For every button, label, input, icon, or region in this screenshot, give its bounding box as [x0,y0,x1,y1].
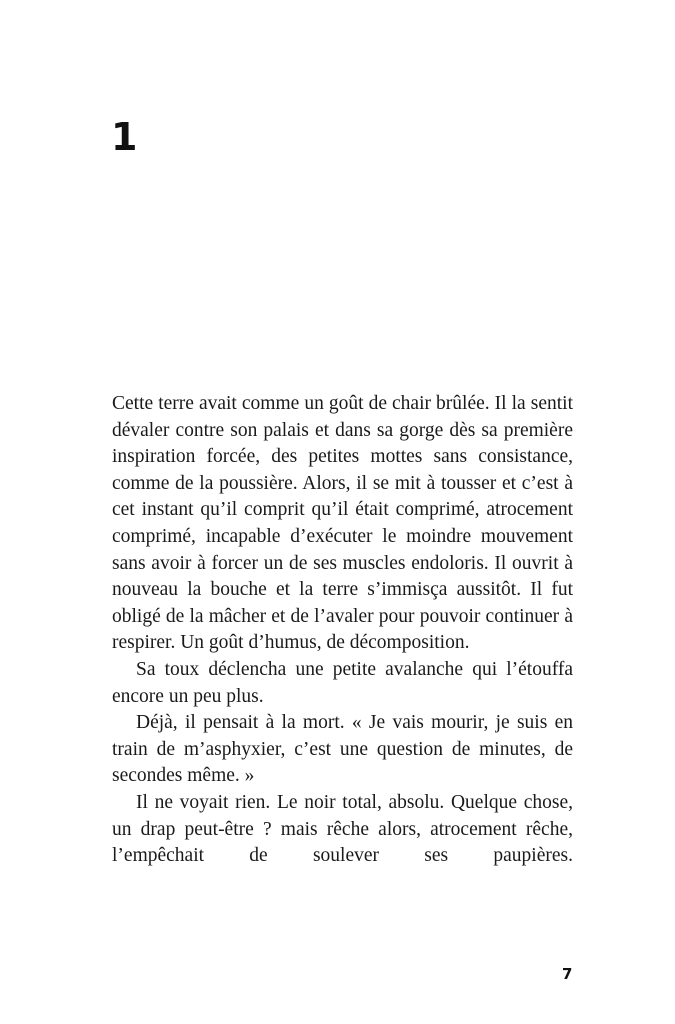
chapter-number: 1 [111,115,138,159]
paragraph: Il ne voyait rien. Le noir total, absolu. Quelque chose, un drap peut-être ? mais rêche alors, atrocement rêche, l’empêchait de soulever ses paupières. [112,791,573,867]
paragraph: Cette terre avait comme un goût de chair brûlée. Il la sentit dévaler contre son palais et dans sa gorge dès sa première inspiration forcée, des petites mottes sans consistance, comme de la poussière. Alors, il se mit à tousser et c’est à cet instant qu’il comprit qu’il était comprimé, atrocement comprimé, incapable d’exécuter le moindre mouvement sans avoir à forcer un de ses muscles endoloris. Il ouvrit à nouveau la bouche et la terre s’immisça aussitôt. Il fut obligé de la mâcher et de l’avaler pour pouvoir continuer à respirer. Un goût d’humus, de décomposition. [112,393,573,654]
chapter-body [112,391,573,870]
paragraph: Déjà, il pensait à la mort. « Je vais mourir, je suis en train de m’asphyxier, c’est une question de minutes, de secondes même. » [112,712,573,787]
paragraph: Sa toux déclencha une petite avalanche qui l’étouffa encore un peu plus. [112,658,573,707]
page-number: 7 [562,965,573,983]
